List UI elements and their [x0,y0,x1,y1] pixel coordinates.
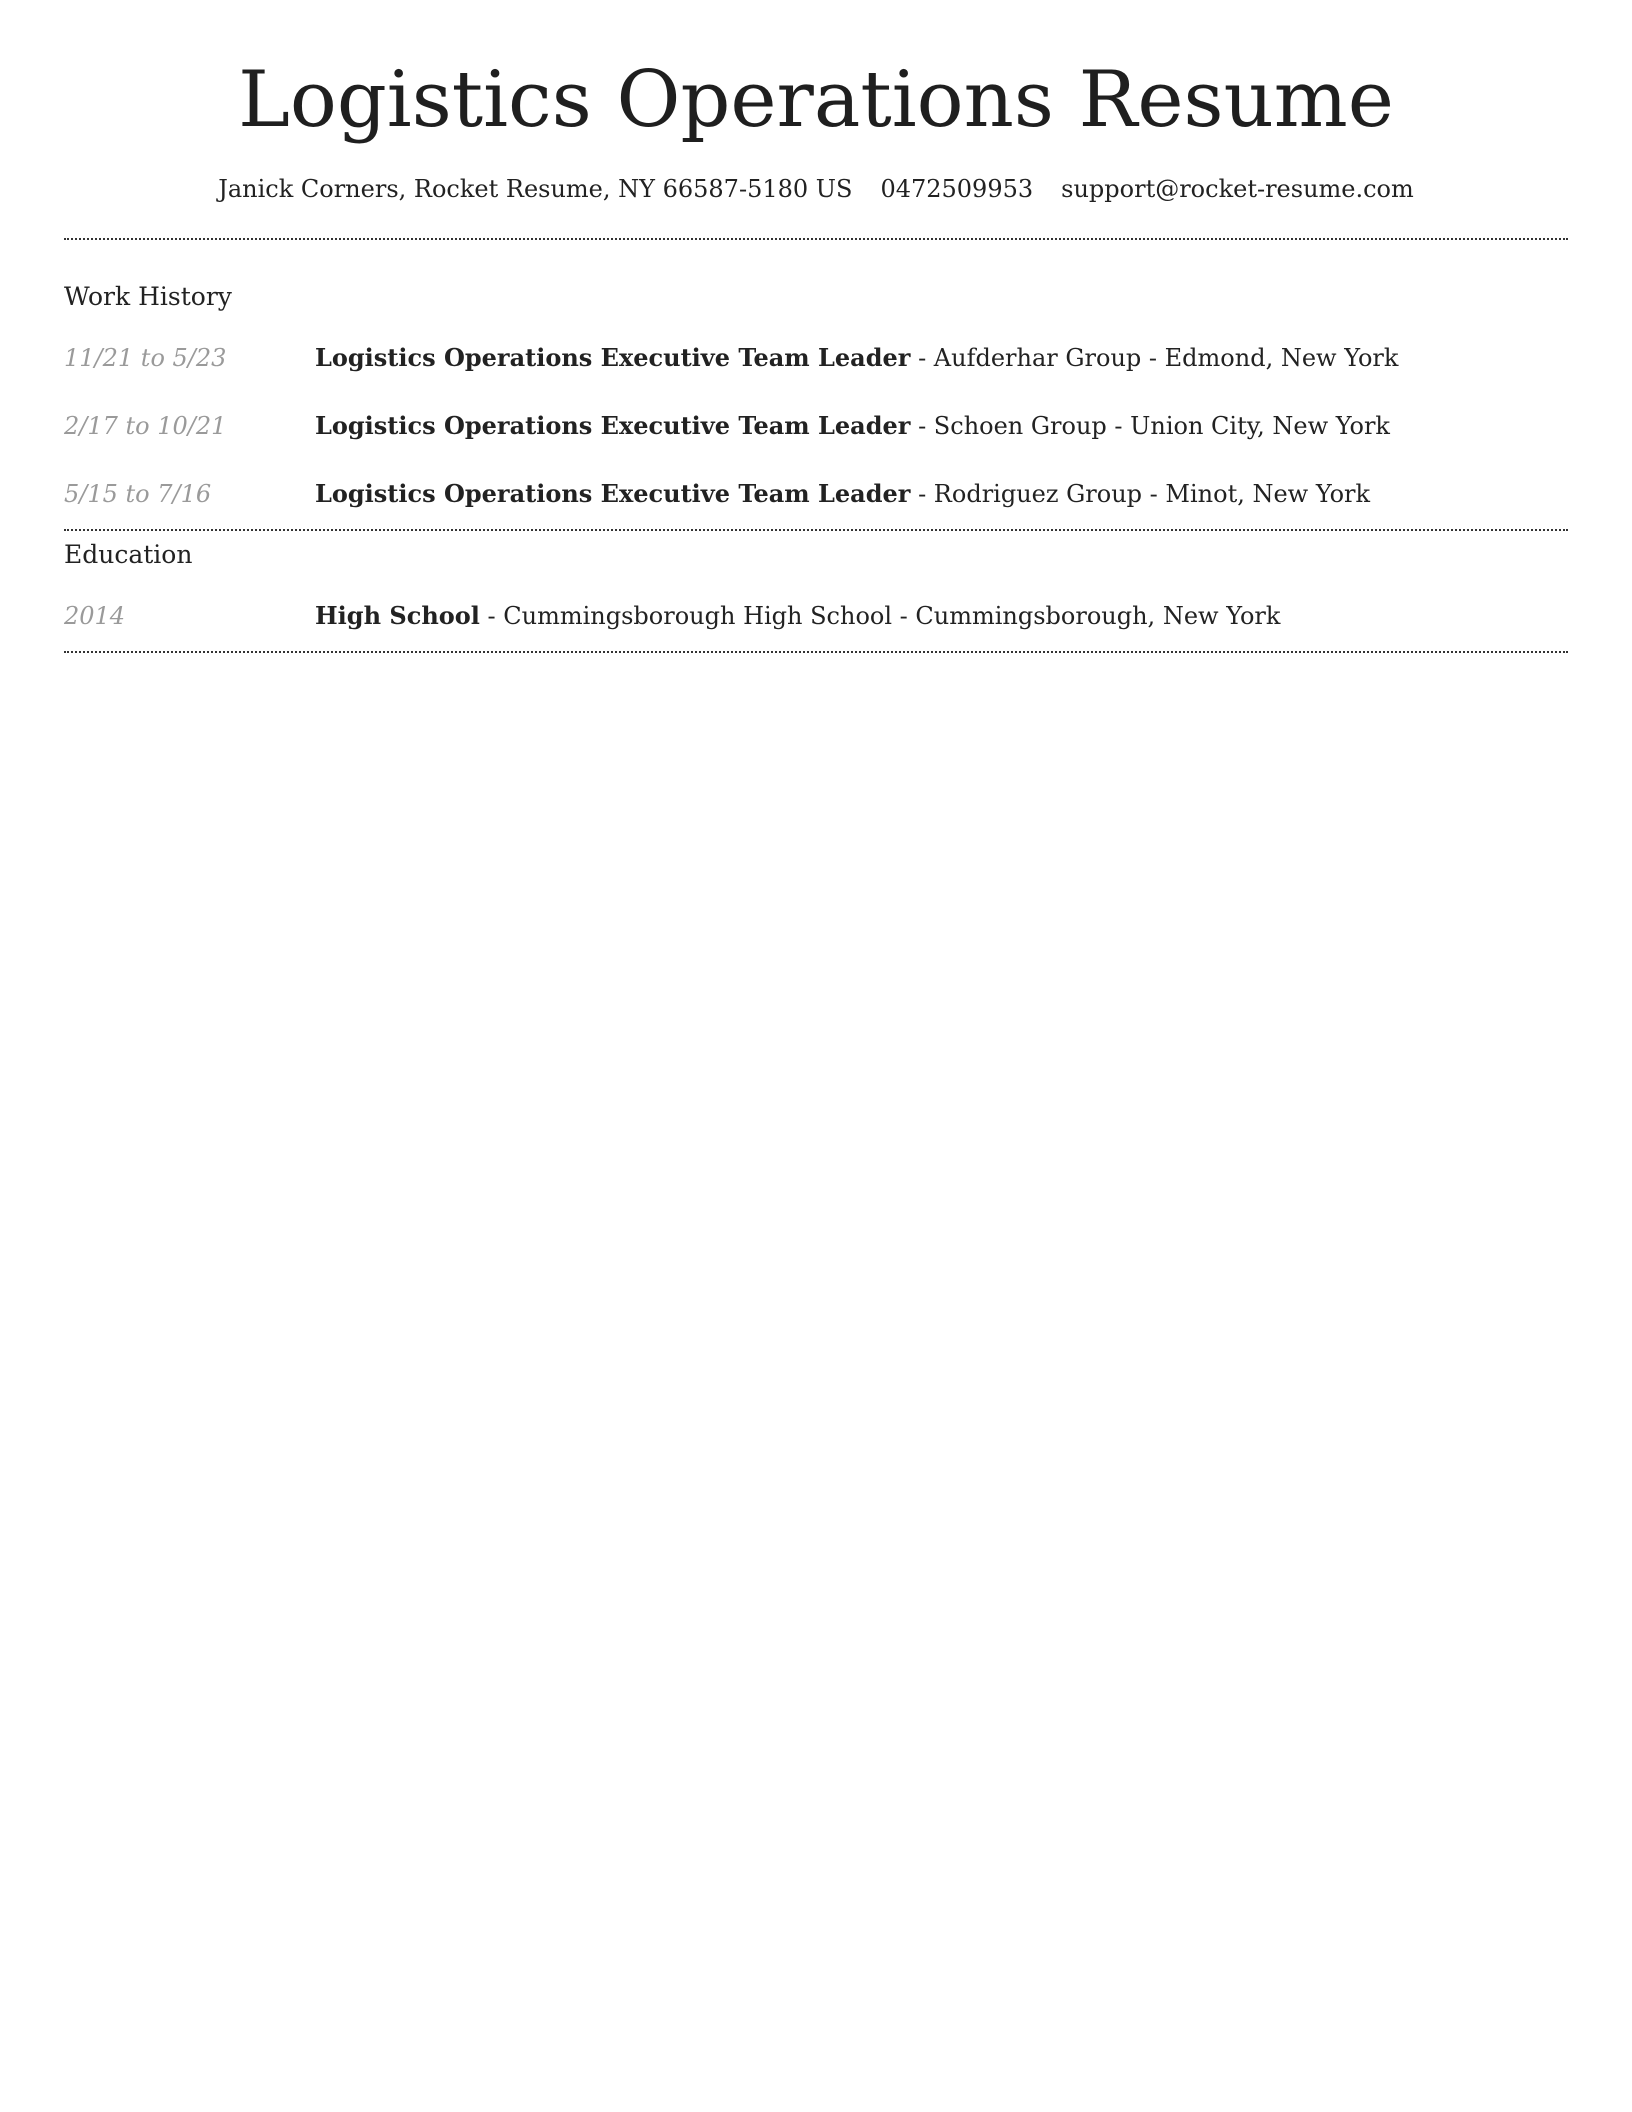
contact-phone: 0472509953 [880,175,1034,203]
work-entry-role: Logistics Operations Executive Team Leader [315,479,911,508]
contact-email: support@rocket-resume.com [1061,175,1414,203]
education-entry-degree: High School [315,601,480,630]
work-entry-detail [315,474,1370,514]
work-entry-dates: 5/15 to 7/16 [64,480,212,508]
work-entry-role: Logistics Operations Executive Team Leader [315,343,911,372]
resume-title: Logistics Operations Resume [238,55,1394,145]
work-entry-role: Logistics Operations Executive Team Leader [315,411,911,440]
education-entry-school: - Cummingsborough High School - Cummingsborough, New York [479,602,1281,630]
work-history-heading: Work History [64,282,232,311]
contact-line [0,170,1632,208]
work-entry-detail [315,338,1398,378]
work-entry [64,338,1568,378]
header-divider [64,238,1568,240]
work-entry-dates: 2/17 to 10/21 [64,412,227,440]
work-entry-company: - Schoen Group - Union City, New York [910,412,1390,440]
work-entry [64,406,1568,446]
education-heading: Education [64,540,193,569]
contact-address: Janick Corners, Rocket Resume, NY 66587-5180 US [218,175,853,203]
work-entry-dates: 11/21 to 5/23 [64,344,227,372]
work-entry-detail [315,406,1390,446]
education-entry-dates: 2014 [64,602,126,630]
education-entry [64,596,1568,636]
education-entry-detail [315,596,1280,636]
education-divider [64,651,1568,653]
work-entry-company: - Rodriguez Group - Minot, New York [910,480,1371,508]
work-history-divider [64,529,1568,531]
work-entry [64,474,1568,514]
work-entry-company: - Aufderhar Group - Edmond, New York [910,344,1399,372]
